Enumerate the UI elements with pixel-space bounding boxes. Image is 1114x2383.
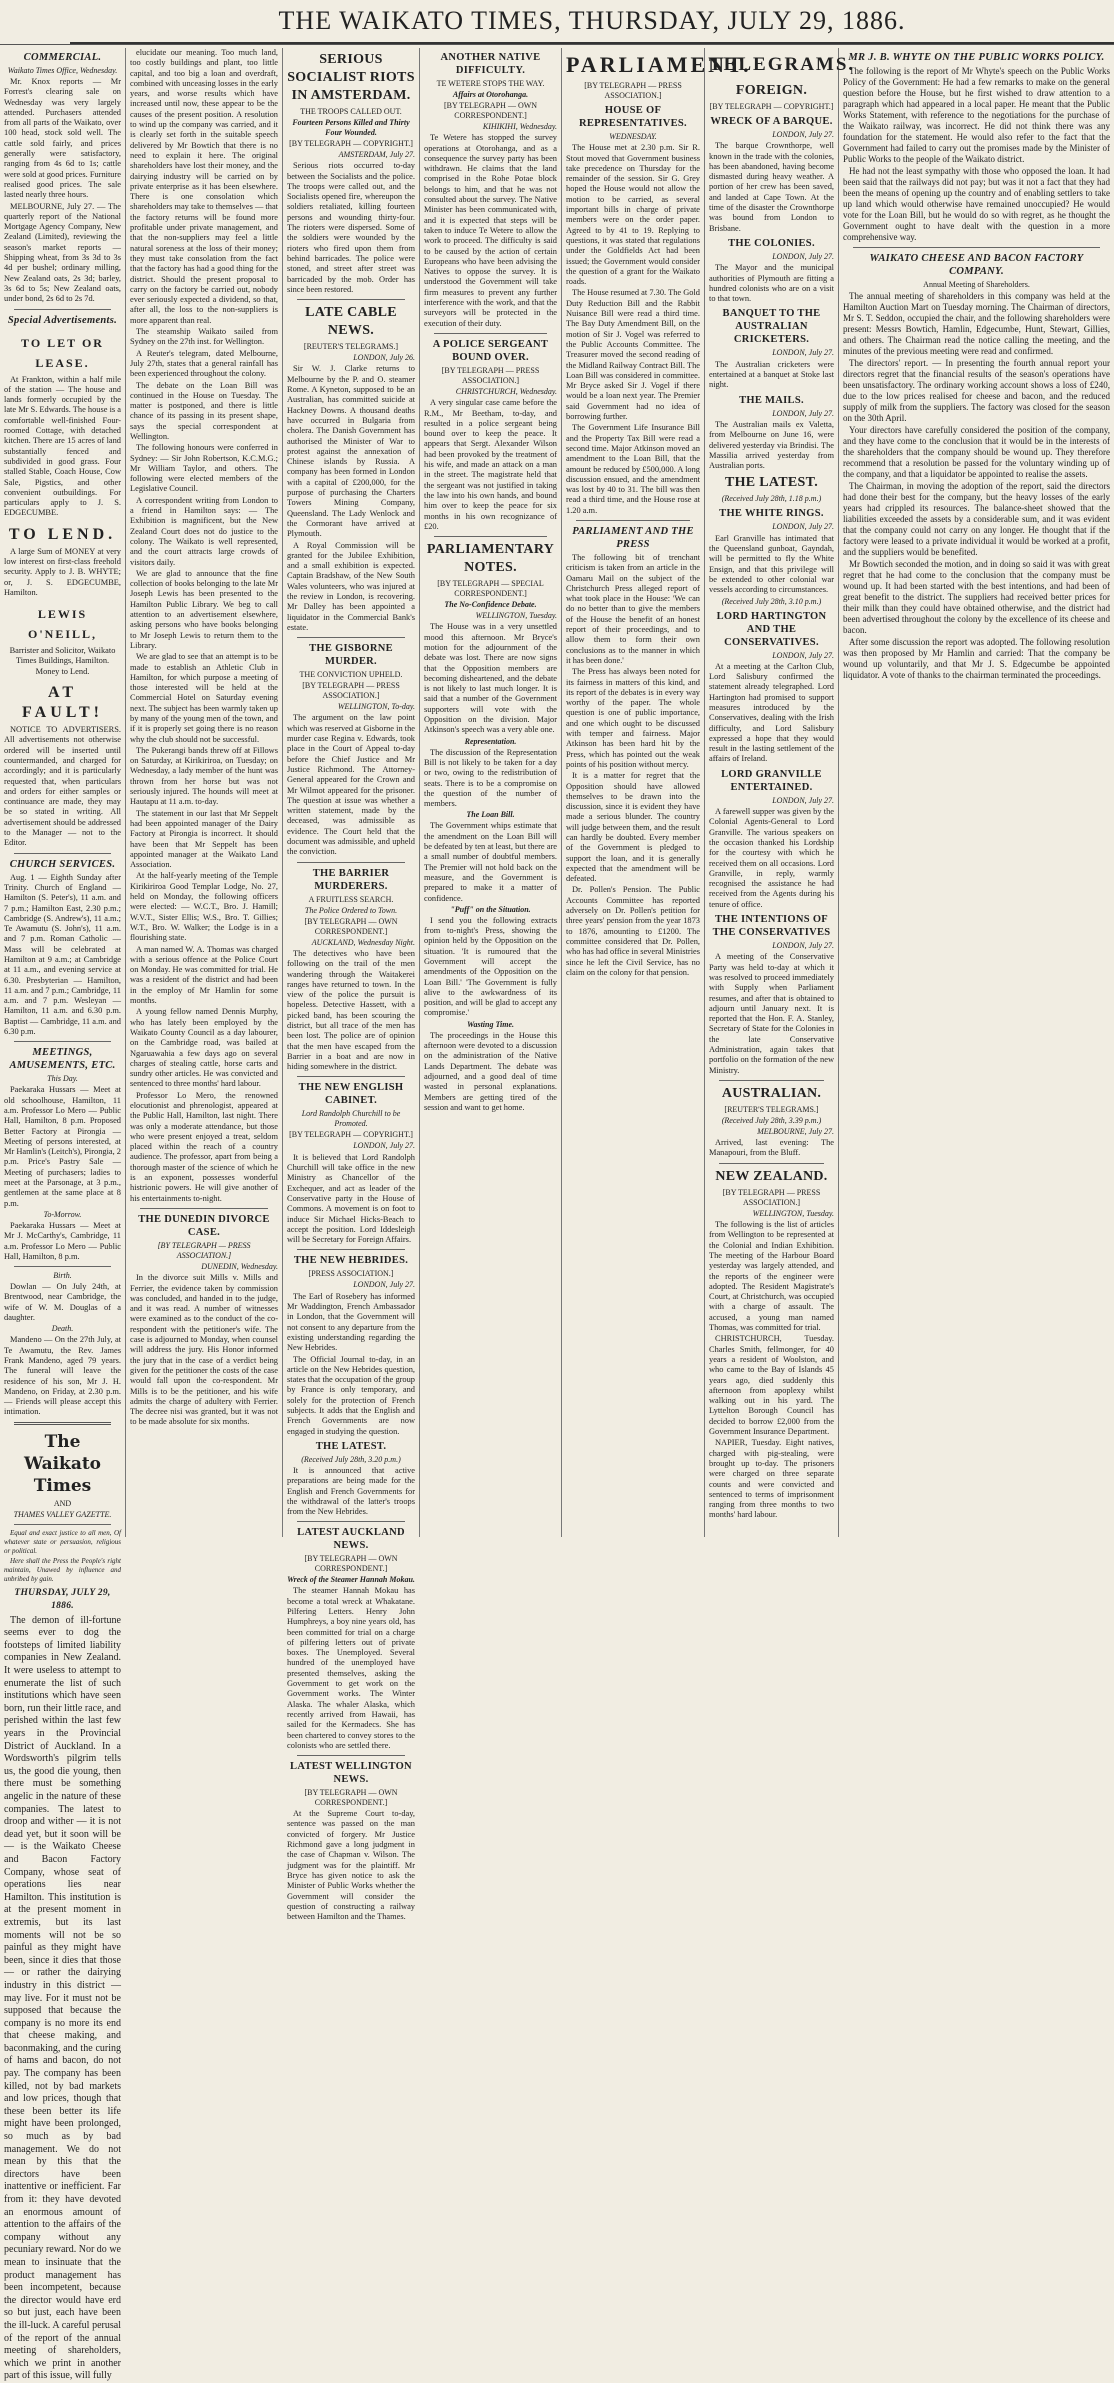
subheading-this-day: This Day. [47, 1074, 78, 1084]
article-banquet-cricketers: The Australian cricketers were entertained at a banquet at Stoke last night. [709, 359, 834, 390]
article-native-difficulty: Te Wetere has stopped the survey operations at Otorohanga, and as a consequence the survey party has been withdrawn. He claims that the land comprised in the Rohe Potae block belongs to him, and that he was not consulted about the survey. The Native Minister has been communicated with, and it is expected that steps will be taken to induce Te Wetere to allow the work to proceed. The difficulty is said to be caused by the action of certain Europeans who have been advising the Natives to oppose the survey. It is understood the Government will take firm measures to prevent any further interference with the work, and that the surveyors will be protected in the execution of their duty. [424, 133, 557, 328]
article-melbourne: MELBOURNE, July 27. — The quarterly report of the National Mortgage Agency Company, New Zealand (Limited), reviewing the season's market reports — Shipping wheat, from 3s 3d to 3s 4d per bushel; ordinary milling, New Zealand oats, 2s 3d; barley, 3s 6d to 5s; New Zealand oats, under bond, 2s 6d to 2s 7d. [4, 201, 121, 304]
subheading-copyright-3: [BY TELEGRAPH — COPYRIGHT.] [709, 102, 834, 111]
heading-gisborne-murder: THE GISBORNE MURDER. [309, 643, 393, 668]
dateline-london-7: LONDON, July 27. [772, 408, 834, 418]
article-whyte-speech: The following is the report of Mr Whyte's speech on the Public Works Policy of the Government: He had a few remarks to make on the general question before the House, but he first wished to draw attention to a paragraph which had appeared in a local paper. He meant that the Public Works Statement, with reference to the negotiations for the purchase of the Waikato railway, was incorrect. He did not think there was any foundation for the statement. He would also refer to the fact that the Government had failed to carry out the promises made by the Minister of Public Works to the people of the Waikato district. [843, 66, 1110, 164]
news-pukerangi-hounds: The Pukerangi bands threw off at Fillows on Saturday, at Kirikiriroa, on Tuesday; on Wednesday, a lady member of the hunt was thrown from her horse but was not seriously injured. The hounds will meet at Hautapu at 11 a.m. to-day. [130, 745, 278, 807]
article-press-3: It is a matter for regret that the Opposition should have allowed themselves to be drawn into the discussion, since it is evident they have made a serious blunder. The country will judge between them, and the result can hardly be doubted. Every member of the Government is pledged to support the loan, and it is generally expected that the amendment will be defeated. [566, 771, 700, 884]
column-3 [283, 48, 420, 1922]
article-meetings: Paekaraka Hussars — Meet at old schoolhouse, Hamilton, 11 a.m. Professor Lo Mero — Public Hall, Hamilton, 8 p.m. Proposed Better Factory at Pirongia — Meeting of persons interested, at Mr Hamlin's (Leitch's), Pirongia, 2 p.m. Price's Pastry Sale — Meeting of purchasers; ladies to meet at the Parsonage, at 3 p.m., gentlemen at the same place at 8 p.m. [4, 1085, 121, 1208]
news-steamship: The steamship Waikato sailed from Sydney on the 27th inst. for Wellington. [130, 327, 278, 347]
article-whyte-speech-2: He had not the least sympathy with those who opposed the loan. It had been said that the railways did not pay; but was it not a fact that they had been the means of opening up the country and of enabling settlers to take up land which would otherwise have remained unoccupied? He would vote for the Loan Bill, but he would do so with regret, as he thought the Government ought to have dealt with the question in a more comprehensive way. [843, 166, 1110, 242]
subheading-reuters: [REUTER'S TELEGRAMS.] [303, 342, 399, 352]
heading-whyte-speech: MR J. B. WHYTE ON THE PUBLIC WORKS POLICY. [848, 52, 1105, 63]
article-late-cable: Sir W. J. Clarke returns to Melbourne by the P. and O. steamer Rome. A Kyneton, supposed to be an Australian, has committed suicide at Hackney Downs. A thousand deaths have occurred in Bulgaria from cholera. The Danish Government has authorised the Minister of War to protest against the annexation of Chinese islands by Russia. A company has been formed in London with a capital of £200,000, for the purpose of purchasing the Charters Towers Mining Company, Queensland. The Lady Wenlock and the Cormorant have arrived at Plymouth. [287, 364, 415, 539]
subheading-reuters-2: [REUTER'S TELEGRAMS.] [724, 1104, 819, 1114]
masthead-rule [0, 44, 1114, 45]
dateline-christchurch: CHRISTCHURCH, Wednesday. [455, 386, 557, 396]
article-representation: The discussion of the Representation Bill is not likely to be taken for a day or two, owing to the redistribution of seats. There is to be a compromise on the question of the number of members. [424, 747, 557, 809]
divider [434, 333, 547, 334]
subheading-press-assoc-4: [BY TELEGRAPH — PRESS ASSOCIATION.] [584, 81, 682, 100]
heading-house-of-reps: HOUSE OF REPRESENTATIVES. [579, 105, 687, 129]
subheading-te-wetere: TE WETERE STOPS THE WAY. [436, 79, 545, 88]
divider [434, 536, 547, 537]
paper-motto: Equal and exact justice to all men, Of whatever state or persuasion, religious or political. [4, 1528, 121, 1555]
article-australian: Arrived, last evening: The Manapouri, from the Bluff. [709, 1138, 834, 1158]
divider [297, 1755, 405, 1756]
subheading-to-morrow: To-Morrow. [43, 1209, 82, 1219]
subheading-received: (Received July 28th, 3.20 p.m.) [301, 1454, 401, 1464]
dateline-london-4: LONDON, July 27. [772, 130, 834, 139]
article-house-2: The House resumed at 7.30. The Gold Duty Reduction Bill and the Rabbit Nuisance Bill were read a third time. The Bay Duty Amendment Bill, on the motion of Sir J. Vogel was referred to the Public Accounts Committee. The Treasurer moved the second reading of the Midland Railway Contract Bill. The Loan Bill was considered in committee. Mr Bryce asked Sir J. Vogel if there would be a loan next year. The Premier said Government had no idea of borrowing further. [566, 288, 700, 422]
column-6 [705, 48, 856, 1537]
columns [0, 48, 1114, 2382]
subheading-no-confidence: The No-Confidence Debate. [444, 600, 537, 610]
divider [14, 1422, 111, 1425]
subheading-press-assoc-3: [BY TELEGRAPH — PRESS ASSOCIATION.] [441, 365, 540, 385]
subheading-copyright-2: [BY TELEGRAPH — COPYRIGHT.] [289, 1130, 413, 1140]
heading-church-services: CHURCH SERVICES. [9, 858, 116, 870]
article-pollen-pension: Dr. Pollen's Pension. The Public Accounts Committee has reported adversely on Dr. Pollen's petition for three years' pension from the year 1873 to 1876, amounting to £1200. The committee considered that Dr. Pollen, who has had office in several Ministries since he left the Civil Service, has no claim on the colony for that pension. [566, 885, 700, 977]
heading-latest: THE LATEST. [315, 1440, 387, 1452]
article-directors-report: The directors' report. — In presenting the fourth annual report your directors regret that the financial results of the season's operations have been unsatisfactory. The ordinary working account shows a loss of £240, due to the low prices realised for cheese and bacon, and the reduced supply of milk from the suppliers. The factory was closed for the season on the 30th April. [843, 358, 1110, 423]
divider [576, 520, 690, 521]
dateline-london-2: LONDON, July 27. [353, 1141, 415, 1151]
news-honours: The following honours were conferred in Sydney: — Sir John Robertson, K.C.M.G.; Mr William Taylor, and others. The following were elected members of the Legislative Council. [130, 443, 278, 494]
article-house: The House met at 2.30 p.m. Sir R. Stout moved that Government business take precedence on Thursday for the remainder of the session. Sir G. Grey hoped the House would not allow the motion to be carried, as several important bills in charge of private members were on the order paper. Agreed to by 41 to 19. Replying to questions, it was stated that regulations under the Goldfields Act had been issued; the Government would consider the question of a grant for the Waikato roads. [566, 143, 700, 287]
article-directors-report-3: The Chairman, in moving the adoption of the report, said the directors had done their best for the company, but the heavy losses of the early years had crippled its resources. The balance-sheet showed that the liabilities exceeded the assets by a considerable sum, and it was evident that the company could not carry on any longer. He thought that if the factory were leased to a private individual it would be worked at a profit, and the suppliers would be benefited. [843, 481, 1110, 557]
leader-continued: elucidate our meaning. Too much land, too costly buildings and plant, too little capital, and too big a loan and overdraft, combined with unceasing losses in the early years, and worse results which have increased until now, these appear to be the causes of the present position. A resolution to wind up the company was carried, and it is clearly set forth in the suitable speech delivered by Mr Bowtich that there is no need to explain it here. The original shareholders have lost their money, and the dairying industry will be carried on by private enterprise as it has been elsewhere. There is one consolation which shareholders may take to themselves — that the factory returns will be found more profitable under private management, and that the non-suppliers may feel a little natural soreness at the loss of their money; they must take consolation from the fact that the factory has had a good thing for the district. Should the present proposal to carry on the factory be carried out, nobody ever seriously expected a dividend, so that, after all, the loss to the non-suppliers is more apparent than real. [130, 48, 278, 325]
subheading-own-correspondent: [BY TELEGRAPH — OWN CORRESPONDENT.] [304, 916, 398, 936]
heading-commercial: COMMERCIAL. [23, 52, 102, 63]
heading-cheese-factory: WAIKATO CHEESE AND BACON FACTORY COMPANY. [869, 253, 1084, 277]
column-7 [839, 48, 1114, 1537]
ad-to-let-body: At Frankton, within a half mile of the station — The house and lands formerly occupied by the late Mr S. Edwards. The house is a comfortable well-finished Four-roomed Cottage, with detached kitchen. There are 15 acres of land substantially fenced and subdivided in good grass. Four stalled Stable, Coach House, Cow Sale, Pigstics, and other convenient outbuildings. For particulars apply to J. S. EDGECUMBE. [4, 374, 121, 518]
article-wreck-barque: The barque Crownthorpe, well known in the trade with the colonies, has been abandoned, having become dismasted during heavy weather. A portion of her crew has been saved, and landed at Cape Town. At the time of the disaster the Crownthorpe was bound from London to Brisbane. [709, 141, 834, 233]
dateline-london-3: LONDON, July 27. [353, 1280, 415, 1290]
subheading-police-ordered: The Police Ordered to Town. [304, 905, 398, 915]
news-loan-bill-debate: The debate on the Loan Bill was continued in the House on Tuesday. The matter is postponed, and there is little chance of its passing in its present shape, says the special correspondent at Wellington. [130, 380, 278, 441]
heading-native-difficulty: ANOTHER NATIVE DIFFICULTY. [440, 52, 541, 76]
article-press: The following bit of trenchant criticism is taken from an article in the Oamaru Mail on the subject of the Christchurch Press alleged report of what took place in the House: 'We can do no better than to give the members of the House the benefit of an honest report of their proceedings, and to allow them to form their own conclusions as to the manner in which it has been done.' [566, 552, 700, 665]
paper-motto-2: Here shall the Press the People's right maintain, Unawed by influence and unbribed by gain. [4, 1556, 121, 1583]
dateline-london-5: LONDON, July 27. [772, 251, 834, 261]
column-2 [126, 48, 283, 1537]
subheading-otorohanga: Affairs at Otorohanga. [452, 90, 529, 99]
divider [297, 862, 405, 863]
dateline-london-6: LONDON, July 27. [772, 348, 834, 358]
article-parliamentary-notes: The House was in a very unsettled mood this afternoon. Mr Bryce's motion for the adjournment of the debate was lost. There are now signs that the Opposition members are becoming disheartened, and the debate is not likely to last much longer. It is said that a number of the Government supporters will vote with the Opposition on the division. Major Atkinson's speech was a very able one. [424, 622, 557, 735]
divider [297, 637, 405, 638]
heading-hartington: LORD HARTINGTON AND THE CONSERVATIVES. [716, 610, 827, 648]
article-late-cable-2: A Royal Commission will be granted for the Jubilee Exhibition, and a small exhibition is expected. Captain Bradshaw, of the New South Wales volunteers, who was injured at the review in London, is recovering. Mr Dalley has been appointed a liquidator in the Commercial Bank's estate. [287, 540, 415, 632]
dateline-auckland: AUCKLAND, Wednesday Night. [311, 937, 415, 947]
heading-the-colonies: THE COLONIES. [728, 237, 815, 249]
article-new-zealand: The following is the list of articles from Wellington to be represented at the Colonial and Indian Exhibition. The meeting of the Harbour Board yesterday was largely attended, and the reports of the engineer were adopted. The Resident Magistrate's Court, at Christchurch, was occupied with a charge of assault. The accused, a young man named Thomas, was committed for trial. [709, 1220, 834, 1333]
article-dunedin-divorce: In the divorce suit Mills v. Mills and Ferrier, the evidence taken by commission was concluded, and handed in to the judge, and it was read. A number of witnesses were examined as to the conduct of the co-respondent with the petitioner's wife. The case is adjourned to Monday, when counsel will address the jury. His Honor informed the jury that in the case of a verdict being given for the petitioner the costs of the case would fall upon the co-respondent. Mr Mills is to be the petitioner, and his wife admits the charge of adultery with Ferrier. The decree nisi was granted, but it was not to be made absolute for six months. [130, 1273, 278, 1427]
divider [14, 309, 111, 310]
divider [14, 1041, 111, 1042]
heading-australian: AUSTRALIAN. [721, 1085, 822, 1101]
article-wellington-news: At the Supreme Court to-day, sentence was passed on the man convicted of forgery. Mr Justice Richmond gave a long judgment in the case of Chapman v. Wilson. The judgment was for the plaintiff. Mr Bryce has given notice to ask the Minister of Public Works whether the Government will consider the question of constructing a railway between Hamilton and the Thames. [287, 1809, 415, 1922]
article-granville: A farewell supper was given by the Colonial Agents-General to Lord Granville. The various speakers on the occasion thanked his Lordship for the courtesy with which he received them on all occasions. Lord Granville, in reply, warmly recognised the assistance he had received from the Agents during his tenure of office. [709, 807, 834, 909]
subheading-commercial: Waikato Times Office, Wednesday. [7, 66, 118, 75]
subheading-copyright: [BY TELEGRAPH — COPYRIGHT.] [289, 139, 413, 148]
subheading-conviction: THE CONVICTION UPHELD. [299, 670, 403, 680]
heading-wellington-news: LATEST WELLINGTON NEWS. [290, 1761, 412, 1786]
news-correction: The statement in our last that Mr Seppelt had been appointed manager of the Dairy Factory at Pirongia is incorrect. It should have been that Mr Seppelt has been appointed manager at the Waikato Land Association. [130, 808, 278, 870]
dateline-dunedin: DUNEDIN, Wednesday. [201, 1261, 278, 1271]
news-professor-lo-mero: Professor Lo Mero, the renowned elocutionist and phrenologist, appeared at the Public Hall, Hamilton, last night. There was only a moderate attendance, but those who were present enjoyed a treat, seldom placed within the reach of a country audience. The professor, apart from being a thorough master of the science of which he is an exponent, possesses wonderful histrionic powers. He will give another of his entertainments to-night. [130, 1090, 278, 1203]
column-5 [562, 48, 752, 1537]
article-wasting-time: The proceedings in the House this afternoon were devoted to a discussion on the administration of the Native Lands Department. The debate was adjourned, and a good deal of time wasted in personal explanations. Members are getting tired of the session and want to get home. [424, 1030, 557, 1112]
article-english-cabinet: It is believed that Lord Randolph Churchill will take office in the new Ministry as Chancellor of the Exchequer, and act as leader of the Conservative party in the House of Commons. A movement is on foot to induce Sir Michael Hicks-Beach to accept the position. Lord Iddesleigh will be Secretary for Foreign Affairs. [287, 1152, 415, 1245]
heading-wreck-barque: WRECK OF A BARQUE. [710, 116, 833, 127]
dateline-london-10: LONDON, July 27. [772, 795, 834, 805]
ad-at-fault-title: AT FAULT! [22, 684, 103, 722]
news-correspondent: A correspondent writing from London to a friend in Hamilton says: — The Exhibition is magnificent, but the New Zealand Court does not do justice to the colony. The Waikato is well represented, and the court attracts large crowds of visitors daily. [130, 495, 278, 567]
dateline-wednesday: WEDNESDAY. [609, 132, 657, 141]
divider [14, 1266, 111, 1267]
subheading-dunedin: [BY TELEGRAPH — PRESS ASSOCIATION.] [157, 1240, 251, 1260]
heading-parliament-press: PARLIAMENT AND THE PRESS [572, 525, 694, 550]
article-auckland-news: The steamer Hannah Mokau has become a total wreck at Whakatane. Pilfering Letters. Henry John Humphreys, a boy nine years old, has been committed for trial on a charge of pilfering letters out of private boxes. The Unemployed. Several hundred of the unemployed have presented themselves, asking the Government to get work on the Government works. The Winter Alaska. The whaler Alaska, which recently arrived from Hawaii, has sailed for the Kermadecs. She has been chartered to convey stores to the colonists who are settled there. [287, 1586, 415, 1750]
column-1 [0, 48, 126, 2382]
subheading-press-assoc-5: [BY TELEGRAPH — PRESS ASSOCIATION.] [722, 1187, 821, 1207]
subheading-received-2: (Received July 28th, 1.18 p.m.) [721, 494, 822, 504]
paper-nameplate-and: AND [53, 1498, 72, 1508]
leader-date: THURSDAY, JULY 29, 1886. [14, 1587, 111, 1611]
masthead [70, 0, 1114, 44]
article-press-2: The Press has always been noted for its fairness in matters of this kind, and its report of the debates is in every way worthy of the paper. The whole question is one of public importance, and one which ought to be discussed with temper and fairness. Major Atkinson has been hard hit by the Press, which has pointed out the weak points of his position without mercy. [566, 667, 700, 769]
heading-conservatives: THE INTENTIONS OF THE CONSERVATIVES [712, 914, 831, 939]
subheading-press-assoc-2: [PRESS ASSOCIATION.] [308, 1269, 394, 1279]
divider [14, 1524, 111, 1525]
ad-to-lend-body: A large Sum of MONEY at very low interest on first-class freehold security. Apply to J. B. WHYTE; or, J. S. EDGECUMBE, Hamilton. [4, 546, 121, 597]
dateline-london-9: LONDON, July 27. [772, 650, 834, 660]
subheading-fruitless-search: A FRUITLESS SEARCH. [308, 894, 394, 904]
leader-article: The demon of ill-fortune seems ever to dog the footsteps of limited liability companies in New Zealand. It were useless to attempt to enumerate the list of such institutions which have seen born, run their little race, and perished within the last few years in the Provincial District of Auckland. In a Wordsworth's pilgrim tells us, the good die young, then there must be something angelic in the nature of these companies. The latest to droop and wither — it is not dead yet, but it soon will be — is the Waikato Cheese and Bacon Factory Company, whose seat of operations lies near Hamilton. This institution is at the present moment in extremis, but its last moments will not be so painful as they might have been, since it dies that those — or rather the dairying industry in this district — may live. For it must not be supposed that because the company is no more its end that cheese making, and baconmaking, and the curing of hams and bacon, do not pay. The company has been killed, not by bad markets and low prices, though that these been better its life might have been prolonged, so much as by bad management. We do not mean by this that the directors have been inattentive or inefficient. Far from it: they have devoted an enormous amount of attention to the affairs of the company without any pecuniary reward. Nor do we mean to insinuate that the product management has been incompetent, because the director would have erd so but just, each have been the ill-luck. A careful perusal of the report of the annual meeting of shareholders, which we print in another part of this issue, will fully [4, 1614, 121, 2382]
divider [297, 1249, 405, 1250]
divider [719, 1080, 824, 1081]
dateline-london-8: LONDON, July 27. [772, 522, 834, 532]
news-library-books: We are glad to announce that the fine collection of books belonging to the late Mr Joseph Lewis has been presented to the Hamilton Public Library. We beg to call attention to an advertisement elsewhere, asking persons who have books belonging to Mr Joseph Lewis to return them to the Library. [130, 568, 278, 650]
ad-oneill-body: Barrister and Solicitor, Waikato Times Buildings, Hamilton. Money to Lend. [9, 646, 116, 676]
heading-amsterdam-riots: SERIOUS SOCIALIST RIOTS IN AMSTERDAM. [287, 52, 415, 103]
heading-new-zealand: NEW ZEALAND. [715, 1168, 828, 1184]
article-new-hebrides: The Earl of Rosebery has informed Mr Waddington, French Ambassador in London, that the Government will not consent to any departure from the existing understanding regarding the New Hebrides. [287, 1291, 415, 1353]
news-good-templars: At the half-yearly meeting of the Temple Kirikiriroa Good Templar Lodge, No. 27, held on Monday, the following officers were elected: — W.C.T., Bro. J. Hamill; W.V.T., Sister Ellis; W.S., Bro. T. Gillies; W.T., Bro. W. Walker; the Lodge is in a flourishing state. [130, 871, 278, 943]
heading-police-sergeant: A POLICE SERGEANT BOUND OVER. [432, 338, 549, 363]
subheading-representation: Representation. [464, 736, 517, 746]
paper-nameplate: The Waikato Times [23, 1431, 102, 1496]
article-loan-bill: The Government whips estimate that the amendment on the Loan Bill will be defeated by ten at least, but there are a small number of doubtful members. The Premier will not hold back on the measure, and the Government is prepared to make it a matter of confidence. [424, 821, 557, 903]
subheading-own-correspondent-3: [BY TELEGRAPH — OWN CORRESPONDENT.] [304, 1788, 398, 1808]
dateline-kihikihi: KIHIKIHI, Wednesday. [482, 122, 557, 131]
article-directors-report-2: Your directors have carefully considered the position of the company, and they have come to the conclusion that it would be in the interests of the shareholders that the company should be wound up. They therefore recommend that a resolution be passed for the voluntary winding up of the company, and that a liquidator be appointed to realise the assets. [843, 425, 1110, 479]
article-commercial: Mr. Knox reports — Mr Forrest's clearing sale on Wednesday was very largely attended. Purchasers attended from all parts of the Waikato, over 100 head, stock sold well. The cattle sold fairly, and prices generally were satisfactory, ranging from 4s 6d to 1s; cattle were sold at good prices. Furniture realised good prices. The sale lasted nearly three hours. [4, 77, 121, 200]
dateline-wellington-3: WELLINGTON, Tuesday. [752, 1208, 834, 1218]
heading-late-cable-news: LATE CABLE NEWS. [305, 305, 397, 339]
article-new-hebrides-paris: The Official Journal to-day, in an article on the New Hebrides question, states that the occupation of the group by France is only temporary, and solely for the protection of French subjects. It adds that the English and French Governments are now engaged in studying the question. [287, 1354, 415, 1436]
masthead-title: THE WAIKATO TIMES, THURSDAY, JULY 29, 1886. [278, 6, 906, 35]
article-house-3: The Government Life Insurance Bill and the Property Tax Bill were read a second time. Major Atkinson moved an amendment to the Loan Bill, that the amount be reduced by £500,000. A long discussion ensued, and the amendment was lost by 40 to 31. The bill was then read a third time, and the House rose at 1.20 a.m. [566, 423, 700, 515]
article-amsterdam-riots: Serious riots occurred to-day between the Socialists and the police. The troops were called out, and the Socialists opened fire, whereupon the soldiers retaliated, killing fourteen persons and wounding thirty-four. The rioters were dispersed. Some of the soldiers were wounded by the rioters who fired upon them from behind barricades. The police were stoned, and street after street was barricaded by the mob. Order has since been restored. [287, 161, 415, 294]
subheading-own-correspondent-4: [BY TELEGRAPH — OWN CORRESPONDENT.] [443, 101, 538, 120]
dateline-wellington-2: WELLINGTON, Tuesday. [475, 611, 557, 621]
heading-parliament: PARLIAMENT. [566, 52, 752, 77]
article-hartington: At a meeting at the Carlton Club, Lord Salisbury confirmed the statement already telegraphed. Lord Hartington had promised to support measures introduced by the Conservatives, dealing with the Irish difficulty, and Lord Salisbury expressed a hope that they would result in the lasting settlement of the affairs of Ireland. [709, 661, 834, 764]
notice-birth: Dowlan — On July 24th, at Brentwood, near Cambridge, the wife of W. M. Douglas of a daughter. [4, 1282, 121, 1323]
subheading-annual-meeting: Annual Meeting of Shareholders. [923, 280, 1030, 289]
dateline-melbourne: MELBOURNE, July 27. [757, 1126, 834, 1136]
paper-nameplate-sub: THAMES VALLEY GAZETTE. [13, 1509, 112, 1519]
divider [297, 299, 405, 300]
subheading-loan-bill: The Loan Bill. [466, 810, 515, 820]
article-new-zealand-2: CHRISTCHURCH, Tuesday. Charles Smith, fellmonger, for 40 years a resident of Woolston, and who came to the Bay of Islands 45 years ago, died suddenly this afternoon from apoplexy whilst walking out in his yard. The Lyttelton Borough Council has decided to borrow £2,000 from the Government Insurance Department. [709, 1334, 834, 1437]
ad-to-let-title: TO LET OR LEASE. [21, 335, 104, 370]
heading-telegrams: TELEGRAMS. [709, 54, 856, 75]
heading-meetings: MEETINGS, AMUSEMENTS, ETC. [9, 1047, 116, 1072]
divider [14, 853, 111, 854]
heading-banquet-cricketers: BANQUET TO THE AUSTRALIAN CRICKETERS. [722, 308, 821, 346]
article-church-services: Aug. 1 — Eighth Sunday after Trinity. Church of England — Hamilton (S. Peter's), 11 a.m. and 7 p.m.; Hamilton East, 2.30 p.m.; Cambridge (S. Andrew's), 11 a.m.; Te Awamutu (S. John's), 11 a.m. and 7 p.m. Roman Catholic — Mass will be celebrated at Hamilton at 9 a.m.; at Cambridge at 11 a.m., and evening service at 6.30. Presbyterian — Hamilton, 11 a.m. and 7 p.m.; Cambridge, 11 a.m. and 7 p.m. Wesleyan — Hamilton, 11 a.m. and 6.30 p.m. Baptist — Cambridge, 11 a.m. and 6.30 p.m. [4, 872, 121, 1037]
subheading-press-assoc: [BY TELEGRAPH — PRESS ASSOCIATION.] [302, 681, 400, 701]
subheading-wreck-mokau: Wreck of the Steamer Hannah Mokau. [287, 1575, 415, 1585]
article-cheese-factory: The annual meeting of shareholders in this company was held at the Hamilton Auction Mart on Tuesday morning. The Chairman of directors, Mr S. T. Seddon, occupied the chair, and the following shareholders were present: Messrs Bowtich, Hamlin, Edgecumbe, Hunt, Stewart, Gillies, and others. The Chairman read the notice calling the meeting, and the minutes of the previous meeting were read and confirmed. [843, 291, 1110, 356]
heading-english-cabinet: THE NEW ENGLISH CABINET. [298, 1082, 404, 1107]
subheading-received-3: (Received July 28th, 3.10 p.m.) [721, 596, 822, 606]
article-gisborne-murder: The argument on the law point which was reserved at Gisborne in the murder case Regina v. Edwards, took place in the Court of Appeal to-day before the Chief Justice and Mr Justice Richmond. The Attorney-General appeared for the Crown and Mr Wilmot appeared for the prisoner. The question at issue was whether a written statement, made by the deceased, was admissible as evidence. The Court held that the document was admissible, and upheld the conviction. [287, 713, 415, 857]
subheading-puff: "Puff" on the Situation. [450, 904, 531, 914]
subheading-special-correspondent: [BY TELEGRAPH — SPECIAL CORRESPONDENT.] [437, 579, 544, 599]
dateline-london: LONDON, July 26. [353, 353, 415, 363]
dateline-amsterdam: AMSTERDAM, July 27. [338, 150, 415, 159]
subheading-own-correspondent-2: [BY TELEGRAPH — OWN CORRESPONDENT.] [304, 1554, 398, 1574]
heading-new-hebrides: THE NEW HEBRIDES. [293, 1255, 409, 1267]
news-athletic-club: We are glad to see that an attempt is to be made to establish an Athletic Club in Hamilton, for which purpose a meeting of those interested will be held at the Commercial Hotel on Saturday evening next. The subject has been warmly taken up by many of the young men of the town, and if it is properly set going there is no reason why the club should not be successful. [130, 652, 278, 744]
news-reuter-rainfall: A Reuter's telegram, dated Melbourne, July 27th, states that a general rainfall has been experienced throughout the colony. [130, 348, 278, 379]
notice-to-advertisers: NOTICE TO ADVERTISERS. All advertisements not otherwise ordered will be inserted until countermanded, and charged for accordingly; and it is particularly requested that, when particulars and orders for either samples or continuance are made, they may be so stated in writing. All advertisement should be addressed to the Manager — not to the Editor. [4, 725, 121, 848]
article-puff: I send you the following extracts from to-night's Press, showing the opinion held by the Opposition on the situation. 'It is rumoured that the Government will accept the amendments of the Opposition on the Loan Bill.' 'The Government is fully alive to the awkwardness of its position, and will be glad to accept any compromise.' [424, 915, 557, 1018]
article-barrier-murderers: The detectives who have been following on the trail of the men wandering through the Waitakerei ranges have returned to town. In the view of the police the pursuit is hopeless. Detective Hassett, with a picked band, has been scouring the district, but all trace of the men has been lost. The police are of opinion that the men have escaped from the Barrier in a boat and are now in hiding somewhere in the district. [287, 948, 415, 1072]
heading-parliamentary-notes: PARLIAMENTARY NOTES. [426, 542, 555, 576]
heading-barrier-murderers: THE BARRIER MURDERERS. [312, 867, 390, 892]
heading-foreign: FOREIGN. [735, 83, 808, 98]
subheading-birth: Birth. [53, 1271, 72, 1281]
notice-death: Mandeno — On the 27th July, at Te Awamutu, the Rev. James Frank Mandeno, aged 79 years. The funeral will leave the residence of his son, Mr J. H. Mandeno, on Friday, at 2.30 p.m. — Friends will please accept this intimation. [4, 1335, 121, 1417]
article-conservatives: A meeting of the Conservative Party was held to-day at which it was resolved to proceed immediately with Supply when Parliament resumes, and after that is obtained to adjourn until January next. It is reported that the Hon. F. A. Stanley, Secretary of State for the Colonies in the late Conservative Administration, again takes that portfolio on the formation of the new Ministry. [709, 952, 834, 1075]
article-the-colonies: The Mayor and the municipal authorities of Plymouth are fitting a hundred colonists who are on a visit to that town. [709, 263, 834, 304]
heading-auckland-news: LATEST AUCKLAND NEWS. [297, 1527, 405, 1552]
dateline-london-11: LONDON, July 27. [772, 941, 834, 951]
heading-the-mails: THE MAILS. [739, 394, 804, 406]
divider [140, 1208, 268, 1209]
heading-white-rings: THE WHITE RINGS. [719, 508, 824, 520]
article-white-rings: Earl Granville has intimated that the Queensland gunboat, Gayndah, will be permitted to fly the White Ensign, and that this privilege will be extended to other colonial war vessels according to circumstances. [709, 533, 834, 595]
divider [297, 1521, 405, 1522]
heading-the-latest: THE LATEST. [724, 475, 819, 491]
subheading-killed: Fourteen Persons Killed and Thirty Four Wounded. [292, 118, 410, 137]
article-latest: It is announced that active preparations are being made for the English and French Governments for the withdrawal of the latter's troops from the New Hebrides. [287, 1465, 415, 1517]
news-police-court: A man named W. A. Thomas was charged with a serious offence at the Police Court on Monday. He was committed for trial. He was a resident of the district and had been in the employ of Mr Hamlin for some months. [130, 944, 278, 1006]
heading-special-ads: Special Advertisements. [7, 314, 118, 326]
divider [297, 1076, 405, 1077]
subheading-wasting-time: Wasting Time. [466, 1019, 515, 1029]
divider [719, 1163, 824, 1164]
ad-oneill-title: LEWIS O'NEILL, [27, 607, 97, 642]
news-dennis-murphy: A young fellow named Dennis Murphy, who has lately been employed by the Waikato County Council as a day labourer, on the Cambridge road, was bailed at Ngaruawahia a few days ago on several charges of stealing cattle, horse carts and sundry other articles. He was convicted and sentenced to three months' hard labour. [130, 1007, 278, 1089]
subheading-churchill: Lord Randolph Churchill to be Promoted. [301, 1109, 401, 1129]
article-directors-report-4: Mr Bowtich seconded the motion, and in doing so said it was with great regret that he had come to the conclusion that the company must be wound up. It had been started with the best intentions, and had been of great benefit to the district. The suppliers had received better prices for their milk than they could have obtained otherwise, and the district had been advertised throughout the colony by the excellence of its cheese and bacon. [843, 559, 1110, 635]
article-new-zealand-3: NAPIER, Tuesday. Eight natives, charged with pig-stealing, were brought up to-day. The prisoners were charged on three separate counts and were convicted and sentenced to terms of imprisonment ranging from three months to two months' hard labour. [709, 1438, 834, 1520]
article-directors-report-5: After some discussion the report was adopted. The following resolution was then proposed by Mr Hamlin and carried: That the company be wound up voluntarily, and that Mr J. S. Edgecumbe be appointed liquidator. A vote of thanks to the chairman terminated the proceedings. [843, 637, 1110, 680]
subheading-received-4: (Received July 28th, 3.39 p.m.) [721, 1115, 822, 1125]
subheading-death: Death. [51, 1324, 74, 1334]
dateline-wellington: WELLINGTON, To-day. [337, 702, 415, 712]
divider [853, 247, 1100, 248]
column-4 [420, 48, 562, 1537]
article-the-mails: The Australian mails ex Valetta, from Melbourne on June 16, were delivered yesterday via Brindisi. The Massilia arrived yesterday from Australian ports. [709, 419, 834, 471]
heading-dunedin-divorce: THE DUNEDIN DIVORCE CASE. [138, 1213, 270, 1238]
subheading-troops: THE TROOPS CALLED OUT. [300, 107, 402, 116]
heading-granville: LORD GRANVILLE ENTERTAINED. [721, 768, 822, 793]
article-to-morrow: Paekaraka Hussars — Meet at Mr J. McCarthy's, Cambridge, 11 a.m. Professor Lo Mero — Public Hall, Hamilton, 8 p.m. [4, 1220, 121, 1261]
ad-to-lend-title: TO LEND. [8, 525, 117, 543]
article-police-sergeant: A very singular case came before the R.M., Mr Beetham, to-day, and resulted in a police sergeant being bound over to keep the peace. It appears that Sergt. Alexander Wilson had been provoked by the treatment of his wife, and made an attack on a man in the street. The magistrate held that the sergeant was not justified in taking the law into his own hands, and bound him over to keep the peace for six months in his own recognizance of £20. [424, 398, 557, 531]
